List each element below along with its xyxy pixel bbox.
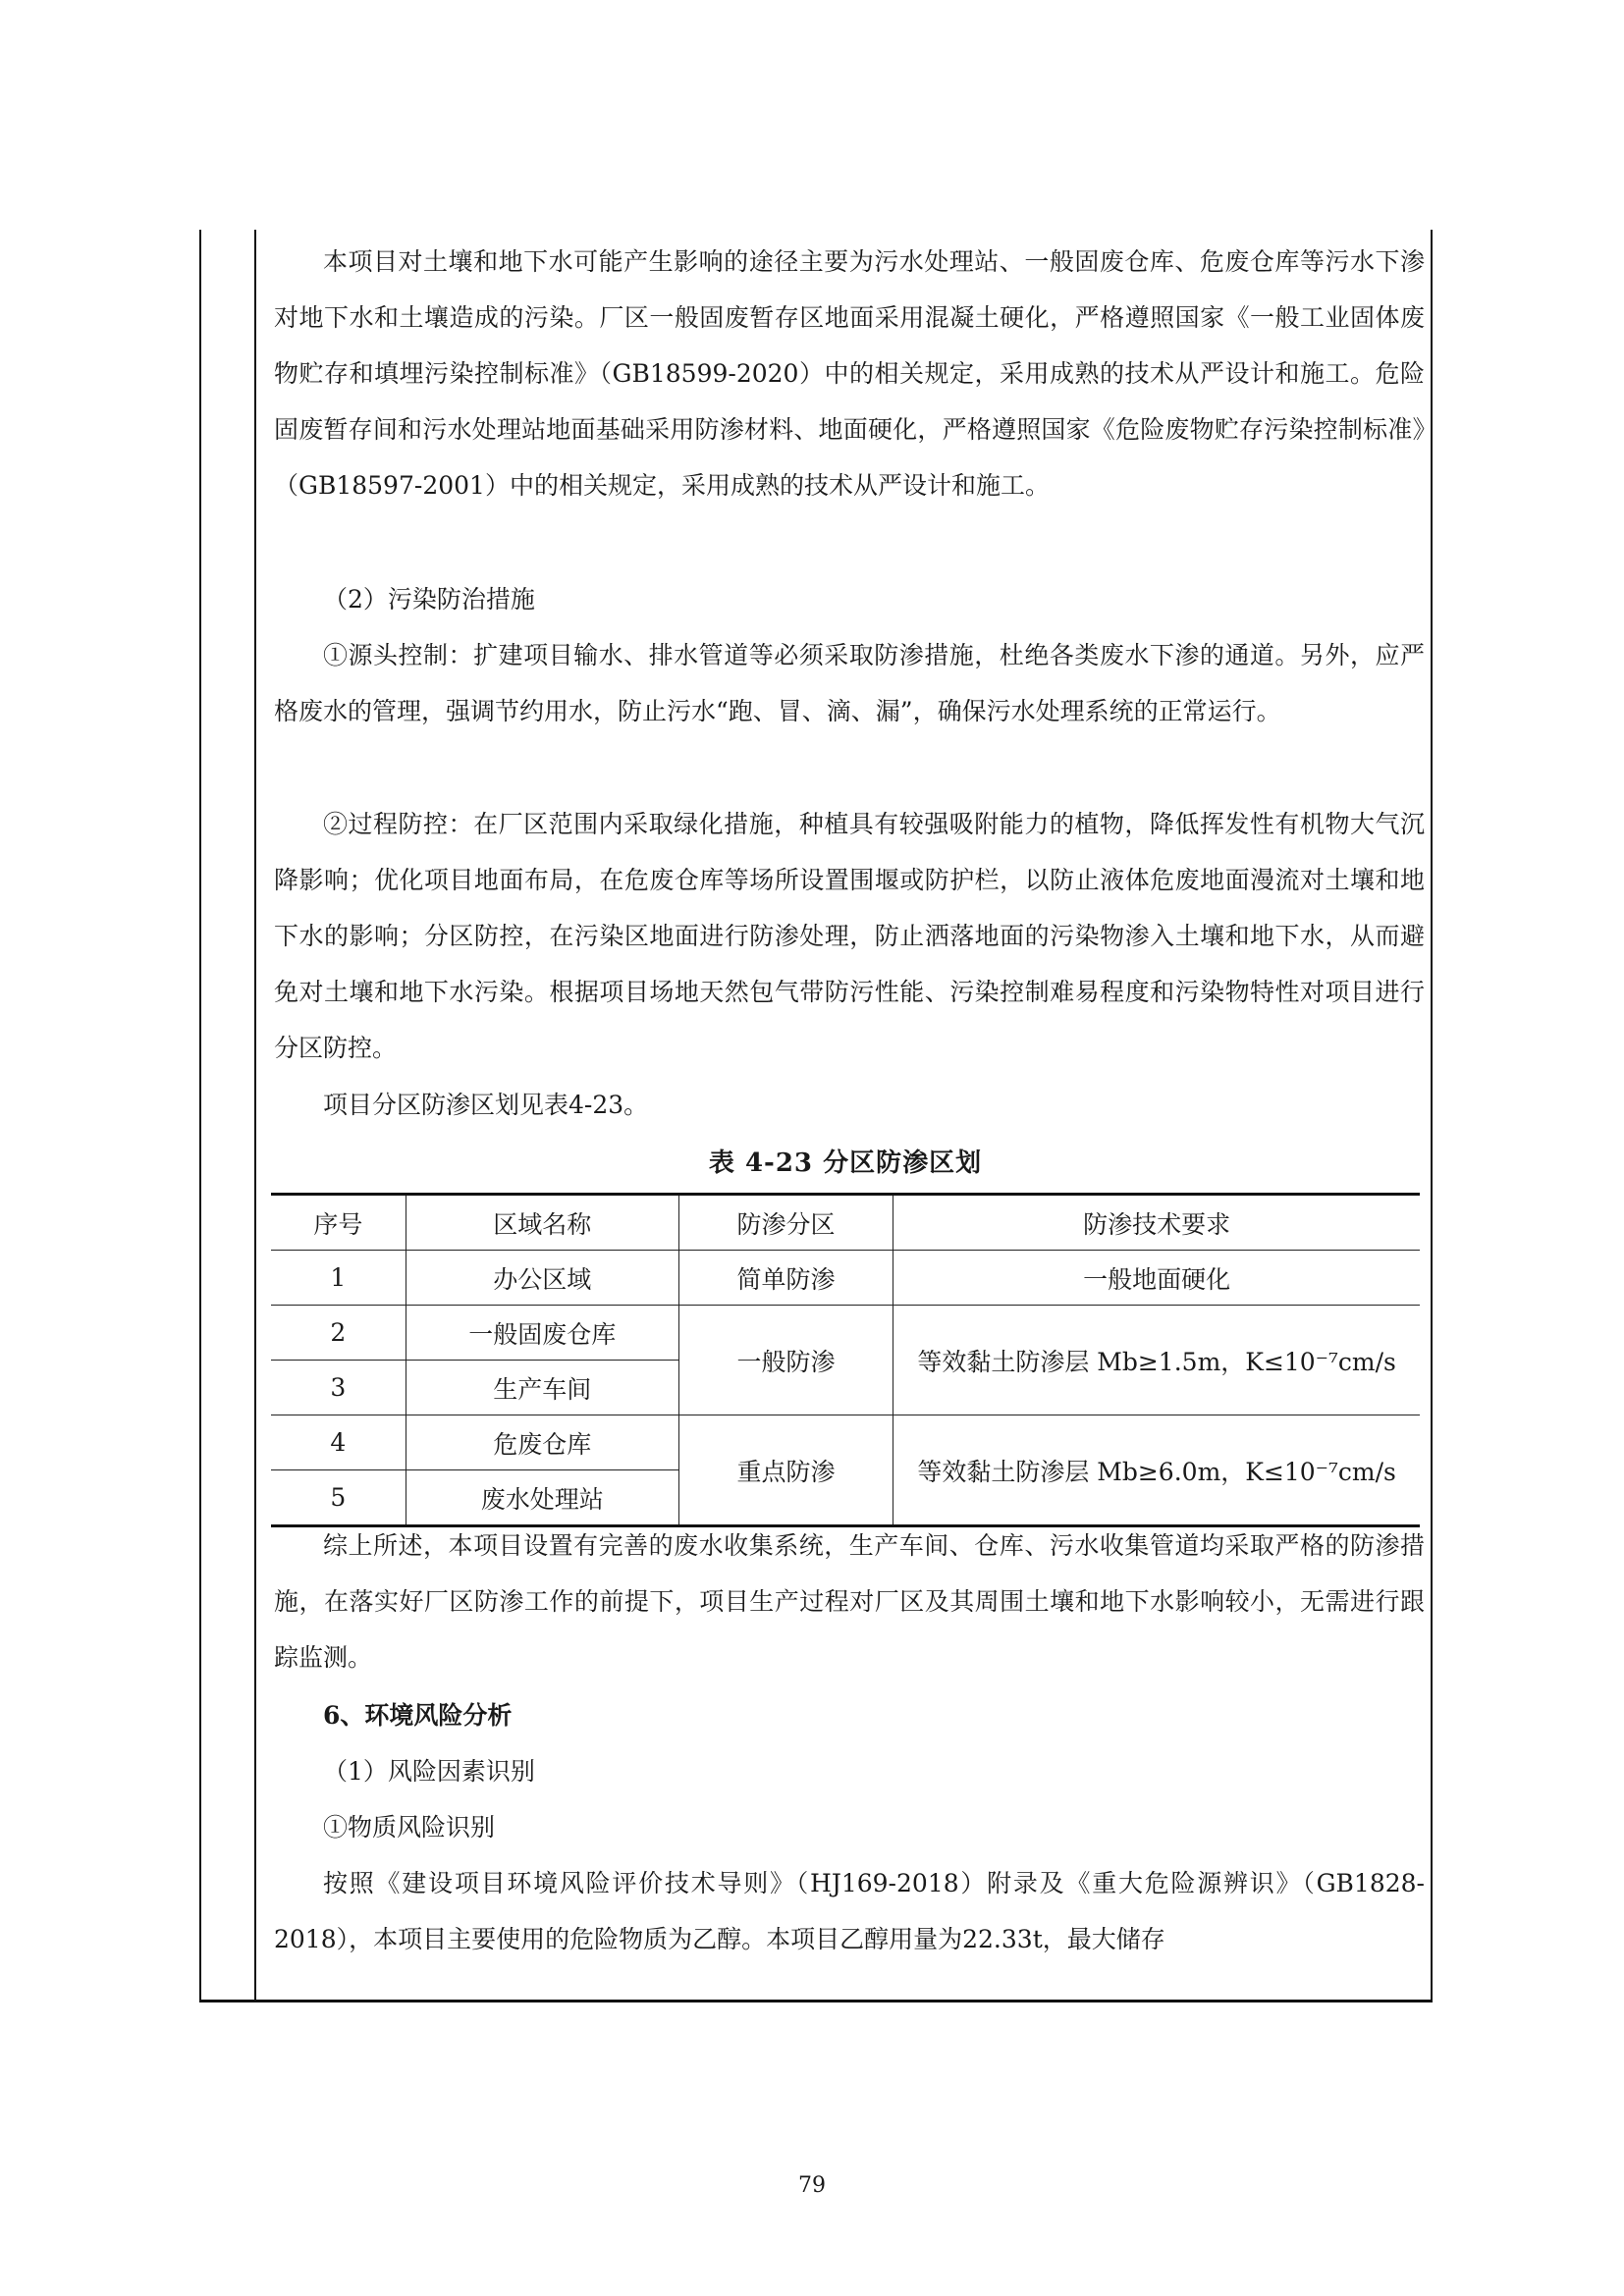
cell-no: 2 <box>271 1306 406 1361</box>
paragraph-summary: 综上所述，本项目设置有完善的废水收集系统，生产车间、仓库、污水收集管道均采取严格的防渗措施，在落实好厂区防渗工作的前提下，项目生产过程对厂区及其周围土壤和地下水影响较小，无需进行跟踪监测。 <box>274 1531 1425 1672</box>
cell-zone: 简单防渗 <box>678 1251 893 1306</box>
subheading-risk-factors: （1）风险因素识别 <box>323 1757 535 1786</box>
paragraph-source-control: ①源头控制：扩建项目输水、排水管道等必须采取防渗措施，杜绝各类废水下渗的通道。另外，应严格废水的管理，强调节约用水，防止污水“跑、冒、滴、漏”，确保污水处理系统的正常运行。 <box>274 641 1425 725</box>
heading-pollution-prevention: （2）污染防治措施 <box>323 585 535 614</box>
paragraph-process-control: ②过程防控：在厂区范围内采取绿化措施，种植具有较强吸附能力的植物，降低挥发性有机物大气沉降影响；优化项目地面布局，在危废仓库等场所设置围堰或防护栏，以防止液体危废地面漫流对土壤和地下水的影响；分区防控，在污染区地面进行防渗处理，防止洒落地面的污染物渗入土壤和地下水，从而避免对土壤和地下水污染。根据项目场地天然包气带防污性能、污染控制难易程度和污染物特性对项目进行分区防控。 <box>274 810 1425 1062</box>
cell-zone: 一般防渗 <box>678 1306 893 1415</box>
page-number: 79 <box>798 2173 826 2198</box>
left-column <box>201 230 256 2000</box>
table-header-row <box>271 1195 1420 1251</box>
cell-area: 废水处理站 <box>406 1470 678 1526</box>
cell-area: 办公区域 <box>406 1251 678 1306</box>
cell-requirement: 等效黏土防渗层 Mb≥6.0m，K≤10⁻⁷cm/s <box>893 1415 1420 1526</box>
cell-requirement: 一般地面硬化 <box>893 1251 1420 1306</box>
cell-no: 5 <box>271 1470 406 1526</box>
table-row <box>271 1251 1420 1306</box>
paragraph-table-reference: 项目分区防渗区划见表4-23。 <box>323 1091 649 1119</box>
paragraph-pathways: 本项目对土壤和地下水可能产生影响的途径主要为污水处理站、一般固废仓库、危废仓库等污水下渗对地下水和土壤造成的污染。厂区一般固废暂存区地面采用混凝土硬化，严格遵照国家《一般工业固体废物贮存和填埋污染控制标准》（GB18599-2020）中的相关规定，采用成熟的技术从严设计和施工。危险固废暂存间和污水处理站地面基础采用防渗材料、地面硬化，严格遵照国家《危险废物贮存污染控制标准》（GB18597-2001）中的相关规定，采用成熟的技术从严设计和施工。 <box>274 247 1425 500</box>
section-heading-risk-analysis: 6、环境风险分析 <box>323 1701 513 1730</box>
form-frame <box>199 230 1433 2002</box>
cell-no: 1 <box>271 1251 406 1306</box>
cell-no: 4 <box>271 1415 406 1470</box>
header-requirement: 防渗技术要求 <box>893 1195 1420 1251</box>
zoning-table <box>271 1193 1420 1527</box>
header-zone: 防渗分区 <box>678 1195 893 1251</box>
subheading-substance-risk: ①物质风险识别 <box>323 1813 496 1842</box>
cell-area: 危废仓库 <box>406 1415 678 1470</box>
cell-no: 3 <box>271 1361 406 1415</box>
table-caption: 表 4-23 分区防渗区划 <box>708 1148 983 1178</box>
table-row <box>271 1306 1420 1361</box>
cell-area: 生产车间 <box>406 1361 678 1415</box>
header-area: 区域名称 <box>406 1195 678 1251</box>
paragraph-hazardous-substances: 按照《建设项目环境风险评价技术导则》（HJ169-2018）附录及《重大危险源辨识》（GB1828-2018），本项目主要使用的危险物质为乙醇。本项目乙醇用量为22.33t，最大储存 <box>274 1869 1425 1953</box>
cell-requirement: 等效黏土防渗层 Mb≥1.5m，K≤10⁻⁷cm/s <box>893 1306 1420 1415</box>
header-no: 序号 <box>271 1195 406 1251</box>
cell-area: 一般固废仓库 <box>406 1306 678 1361</box>
cell-zone: 重点防渗 <box>678 1415 893 1526</box>
table-row <box>271 1415 1420 1470</box>
